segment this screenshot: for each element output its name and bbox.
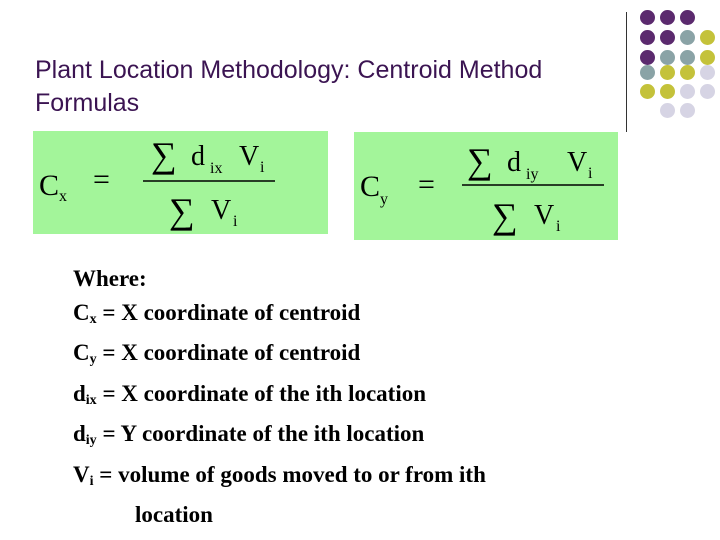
lavender-dot <box>700 65 715 80</box>
definition-continuation: location <box>135 502 213 527</box>
olive-dot <box>640 84 655 99</box>
centroid-x-formula-graphic <box>33 131 328 234</box>
purple-dot <box>640 50 655 65</box>
cx-numerator-v-subscript: i <box>260 159 265 176</box>
cy-lhs-symbol: C <box>360 170 381 203</box>
centroid-y-formula <box>354 132 618 240</box>
cy-lhs-subscript: y <box>380 191 388 208</box>
definition-subscript: x <box>89 311 97 327</box>
teal-dot <box>660 50 675 65</box>
definition-subscript: y <box>89 352 97 367</box>
slide-title-line-1: Plant Location Methodology: Centroid Method <box>35 56 543 84</box>
cy-numerator-sigma: ∑ <box>467 141 493 181</box>
cy-denominator-sigma: ∑ <box>492 196 518 236</box>
cx-numerator-sigma: ∑ <box>151 135 177 175</box>
lavender-dot <box>680 84 695 99</box>
definition-item <box>73 458 693 499</box>
definition-symbol: C <box>73 340 90 365</box>
olive-dot <box>680 65 695 80</box>
lavender-dot <box>680 103 695 118</box>
cy-equals-sign: = <box>418 168 435 201</box>
definition-symbol: C <box>73 299 90 325</box>
definition-subscript: iy <box>85 433 97 448</box>
teal-dot <box>680 30 695 45</box>
centroid-x-formula <box>33 131 328 234</box>
cx-denominator-v: V <box>211 195 232 226</box>
slide-title-line-2: Formulas <box>35 89 140 117</box>
cy-numerator-d: d <box>507 147 521 178</box>
teal-dot <box>640 65 655 80</box>
definition-item <box>73 296 693 337</box>
olive-dot <box>660 65 675 80</box>
cx-lhs-symbol: C <box>39 169 60 202</box>
cy-numerator-d-subscript: iy <box>526 166 539 183</box>
cy-numerator-v-subscript: i <box>588 165 593 182</box>
purple-dot <box>660 10 675 25</box>
definition-text: = Y coordinate of the ith location <box>96 421 425 446</box>
olive-dot <box>660 84 675 99</box>
teal-dot <box>680 50 695 65</box>
purple-dot <box>660 30 675 45</box>
lavender-dot <box>700 84 715 99</box>
purple-dot <box>640 30 655 45</box>
definition-text: = volume of goods moved to or from ith <box>93 461 486 487</box>
slide-title <box>35 54 635 120</box>
definition-item <box>73 377 693 418</box>
definition-subscript: ix <box>85 392 97 408</box>
lavender-dot <box>660 103 675 118</box>
purple-dot <box>640 10 655 25</box>
cy-denominator-v-subscript: i <box>556 218 561 235</box>
definition-text: = X coordinate of centroid <box>96 299 361 325</box>
cx-equals-sign: = <box>93 163 110 196</box>
cx-numerator-d-subscript: ix <box>210 160 223 177</box>
definition-text: = X coordinate of centroid <box>96 340 361 365</box>
cy-numerator-v: V <box>567 147 588 178</box>
definitions-heading: Where: <box>73 266 147 291</box>
definition-item <box>73 417 693 458</box>
definition-text: = X coordinate of the ith location <box>96 380 427 406</box>
cx-numerator-v: V <box>239 141 260 172</box>
cx-numerator-d: d <box>191 141 205 172</box>
centroid-y-formula-graphic <box>354 132 618 240</box>
cy-denominator-v: V <box>534 200 555 231</box>
definition-subscript: i <box>89 473 94 489</box>
definition-symbol: d <box>73 380 86 406</box>
olive-dot <box>700 50 715 65</box>
purple-dot <box>680 10 695 25</box>
decorative-divider-line <box>626 12 627 132</box>
definition-item <box>73 336 693 377</box>
cx-denominator-sigma: ∑ <box>169 191 195 231</box>
cx-lhs-subscript: x <box>59 188 67 205</box>
definitions-block <box>73 262 693 532</box>
olive-dot <box>700 30 715 45</box>
cx-denominator-v-subscript: i <box>233 213 238 230</box>
definition-symbol: d <box>73 421 86 446</box>
definition-symbol: V <box>73 461 90 487</box>
